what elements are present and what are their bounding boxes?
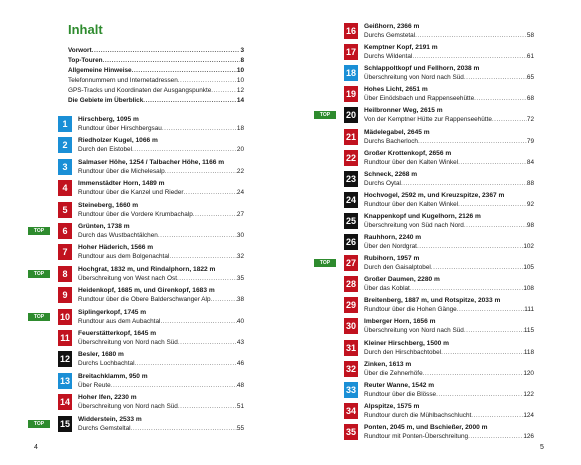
tour-description: Über Einödsbach und Rappenseehütte xyxy=(364,95,475,103)
tour-name: Schlappoltkopf und Fellhorn, 2038 m xyxy=(364,65,480,73)
tour-description: Überschreitung von Nord nach Süd xyxy=(78,403,178,411)
tour-page: 98 xyxy=(526,221,534,229)
tour-page: 84 xyxy=(526,158,534,166)
tour-description: Rundtour über Hirschbergsau xyxy=(78,125,162,132)
tour-entry[interactable] xyxy=(344,339,534,359)
tour-entry[interactable] xyxy=(319,106,534,126)
tour-entry[interactable] xyxy=(344,191,534,211)
tour-description: Durch den Gaisalptobel xyxy=(364,264,431,272)
tour-description: Rundtour aus dem Aubachtal xyxy=(78,317,161,325)
tour-page: 118 xyxy=(523,348,534,356)
tour-description-row xyxy=(364,348,534,357)
tour-page: 24 xyxy=(236,189,244,197)
tour-number: 22 xyxy=(344,150,358,166)
tour-number: 19 xyxy=(344,86,358,102)
tour-description-row xyxy=(364,326,534,335)
tour-description: Überschreitung von Nord nach Süd xyxy=(364,74,464,82)
tour-description-row xyxy=(364,263,534,272)
tour-description-row xyxy=(78,381,244,390)
tour-page: 65 xyxy=(526,74,534,82)
tour-page: 40 xyxy=(236,317,244,325)
tour-number: 27 xyxy=(344,255,358,271)
tour-description: Überschreitung von Nord nach Süd xyxy=(364,327,464,335)
tour-page: 51 xyxy=(236,403,244,411)
tour-description-row xyxy=(364,369,534,378)
toc-page: 10 xyxy=(236,67,244,74)
tour-entry[interactable] xyxy=(58,136,244,156)
tour-description-row xyxy=(78,359,244,368)
tour-description-row xyxy=(364,284,534,293)
tour-page: 58 xyxy=(526,32,534,39)
tour-number: 2 xyxy=(58,137,72,153)
tour-page: 122 xyxy=(523,390,534,398)
tour-name: Mädelegabel, 2645 m xyxy=(364,128,430,136)
tour-name: Riedholzer Kugel, 1066 m xyxy=(78,137,158,145)
tour-name: Hochvogel, 2592 m, und Kreuzspitze, 2367 m xyxy=(364,191,505,199)
tour-number: 12 xyxy=(58,351,72,367)
tour-description-row xyxy=(78,167,244,176)
tour-number: 20 xyxy=(344,107,358,123)
tour-entry[interactable] xyxy=(344,423,534,443)
tour-description: Rundtour über die Hohen Gänge xyxy=(364,306,457,314)
tour-name: Breitenberg, 1887 m, und Rotspitze, 2033 m xyxy=(364,297,501,305)
tour-number: 30 xyxy=(344,318,358,334)
tour-description-row xyxy=(78,295,244,304)
tour-description-row xyxy=(78,338,244,347)
tour-description: Über das Koblat xyxy=(364,285,410,293)
toc-row[interactable] xyxy=(68,76,244,86)
tour-page: 92 xyxy=(526,200,534,208)
tour-page: 32 xyxy=(236,253,244,261)
tour-description: Überschreitung von Süd nach Nord xyxy=(364,221,464,229)
tour-number: 8 xyxy=(58,266,72,282)
tour-number: 6 xyxy=(58,223,72,239)
toc-row[interactable] xyxy=(68,46,244,56)
tour-description: Durchs Bacherloch xyxy=(364,137,418,145)
tour-page: 27 xyxy=(236,210,244,218)
tour-description: Durch das Wustbachtälchen xyxy=(78,232,158,239)
top-tour-badge: TOP xyxy=(28,227,50,235)
tour-page: 22 xyxy=(236,167,244,175)
tour-description-row xyxy=(364,390,534,399)
tour-page: 124 xyxy=(523,411,534,419)
tour-description-row xyxy=(78,210,244,219)
tour-description: Über den Nordgrat xyxy=(364,243,417,250)
tour-name: Grünten, 1738 m xyxy=(78,223,130,230)
tour-number: 21 xyxy=(344,129,358,145)
toc-label: Top-Touren xyxy=(68,57,103,64)
tour-description-row xyxy=(364,242,534,251)
tour-number: 16 xyxy=(344,23,358,39)
tour-entry[interactable] xyxy=(344,360,534,380)
tour-name: Kemptner Kopf, 2191 m xyxy=(364,44,438,52)
tour-number: 29 xyxy=(344,297,358,313)
tour-description-row xyxy=(78,124,244,133)
tour-page: 46 xyxy=(236,360,244,368)
tour-page: 105 xyxy=(523,264,534,272)
tour-name: Heilbronner Weg, 2615 m xyxy=(364,107,443,115)
tour-description: Überschreitung von West nach Ost xyxy=(78,274,177,282)
tour-number: 33 xyxy=(344,382,358,398)
tour-number: 23 xyxy=(344,171,358,187)
tour-description-row xyxy=(78,317,244,326)
tour-entry[interactable] xyxy=(319,254,534,274)
tour-number: 15 xyxy=(58,416,72,432)
top-tour-badge: TOP xyxy=(28,270,50,278)
tour-page: 55 xyxy=(236,424,244,432)
tour-entry[interactable] xyxy=(344,212,534,232)
tour-number: 14 xyxy=(58,394,72,410)
tour-description-row xyxy=(364,137,534,146)
tour-entry[interactable] xyxy=(33,415,244,435)
tour-page: 115 xyxy=(523,327,534,335)
tour-name: Feuerstätterkopf, 1645 m xyxy=(78,330,157,337)
tour-number: 10 xyxy=(58,309,72,325)
toc-page: 8 xyxy=(240,57,244,64)
toc-row[interactable] xyxy=(68,96,244,106)
tour-description-row xyxy=(364,411,534,420)
tour-name: Knappenkopf und Kugelhorn, 2126 m xyxy=(364,212,481,220)
tour-number: 1 xyxy=(58,116,72,132)
toc-label: Telefonnummern und Internetadressen xyxy=(68,77,178,84)
tour-name: Reuter Wanne, 1542 m xyxy=(364,381,435,389)
tour-description: Rundtour mit Ponten-Überschreitung xyxy=(364,432,469,440)
tour-entry[interactable] xyxy=(344,317,534,337)
tour-number: 5 xyxy=(58,202,72,218)
top-tour-badge: TOP xyxy=(28,313,50,321)
tour-page: 68 xyxy=(526,95,534,103)
tour-name: Schneck, 2268 m xyxy=(364,170,418,178)
tour-entry[interactable] xyxy=(344,381,534,401)
tour-entry[interactable] xyxy=(58,179,244,199)
tour-description: Über Reute xyxy=(78,381,111,389)
right-page xyxy=(290,0,581,465)
tour-number: 11 xyxy=(58,330,72,346)
tour-name: Heidenkopf, 1685 m, und Girenkopf, 1683 m xyxy=(78,287,215,295)
tour-description-row xyxy=(78,274,244,283)
tour-page: 61 xyxy=(526,53,534,61)
tour-name: Besler, 1680 m xyxy=(78,351,124,359)
tour-page: 43 xyxy=(236,339,244,346)
tour-description: Rundtour über den Kalten Winkel xyxy=(364,158,459,166)
toc-page: 12 xyxy=(236,87,244,94)
tour-description: Durchs Gemsteltal xyxy=(78,424,131,432)
tour-description-row xyxy=(78,252,244,261)
tour-entry[interactable] xyxy=(58,286,244,306)
tour-number: 7 xyxy=(58,244,72,260)
tour-description: Rundtour über die Blösse xyxy=(364,390,437,398)
tour-name: Rubihorn, 1957 m xyxy=(364,255,420,263)
tour-page: 79 xyxy=(526,137,534,145)
tour-number: 17 xyxy=(344,44,358,60)
tour-number: 26 xyxy=(344,234,358,250)
tour-description-row xyxy=(364,31,534,40)
tour-entry[interactable] xyxy=(344,275,534,295)
tour-page: 18 xyxy=(236,125,244,132)
page-title: Inhalt xyxy=(68,22,103,37)
tour-name: Hoher Häderich, 1566 m xyxy=(78,244,154,252)
tour-description: Über die Zehnerhöfe xyxy=(364,369,423,377)
tour-page: 20 xyxy=(236,146,244,154)
page-number-right: 5 xyxy=(540,444,544,451)
tour-entry[interactable] xyxy=(344,402,534,422)
tour-entry[interactable] xyxy=(58,393,244,413)
tour-entry[interactable] xyxy=(58,201,244,221)
top-tour-badge: TOP xyxy=(314,111,336,119)
tour-number: 13 xyxy=(58,373,72,389)
tour-description-row xyxy=(364,73,534,82)
toc-general xyxy=(68,46,244,106)
tour-entry[interactable] xyxy=(33,265,244,285)
tour-description: Von der Kemptner Hütte zur Rappenseehütte xyxy=(364,116,492,124)
tour-number: 25 xyxy=(344,213,358,229)
tour-page: 120 xyxy=(523,369,534,377)
toc-label: GPS-Tracks und Koordinaten der Ausgangspunkte xyxy=(68,87,212,94)
tour-page: 108 xyxy=(523,285,534,293)
tour-name: Salmaser Höhe, 1254 / Talbacher Höhe, 1166 m xyxy=(78,158,225,166)
top-tour-badge: TOP xyxy=(28,420,50,428)
tour-name: Zinken, 1613 m xyxy=(364,360,412,368)
tour-description-row xyxy=(364,200,534,209)
left-page xyxy=(0,0,290,465)
tour-description-row xyxy=(364,158,534,167)
toc-page: 10 xyxy=(236,77,244,84)
toc-page: 14 xyxy=(236,97,244,104)
tour-description: Rundtour aus dem Bolgenachtal xyxy=(78,253,170,261)
tour-name: Breitachklamm, 950 m xyxy=(78,372,148,380)
tour-name: Siplingerkopf, 1745 m xyxy=(78,308,147,316)
top-tour-badge: TOP xyxy=(314,259,336,267)
tour-name: Steineberg, 1660 m xyxy=(78,201,139,209)
tour-description: Durchs Oytal xyxy=(364,179,401,187)
tour-number: 4 xyxy=(58,180,72,196)
toc-row[interactable] xyxy=(68,86,244,96)
tour-entry[interactable] xyxy=(58,329,244,349)
tour-page: 102 xyxy=(523,243,534,250)
tour-description: Rundtour über den Kalten Winkel xyxy=(364,200,459,208)
tour-entry[interactable] xyxy=(58,350,244,370)
tour-entry[interactable] xyxy=(344,149,534,169)
tour-entry[interactable] xyxy=(344,43,534,63)
tour-page: 72 xyxy=(526,116,534,124)
tour-description-row xyxy=(78,145,244,154)
tour-entry[interactable] xyxy=(344,22,534,42)
tour-description-row xyxy=(364,52,534,61)
tour-number: 24 xyxy=(344,192,358,208)
tour-description: Durchs Lochbachtal xyxy=(78,360,135,368)
tour-entry[interactable] xyxy=(344,170,534,190)
tour-name: Hochgrat, 1832 m, und Rindalphorn, 1822 m xyxy=(78,265,216,273)
tour-description-row xyxy=(78,424,244,433)
tour-description-row xyxy=(364,305,534,314)
tour-page: 88 xyxy=(526,179,534,187)
tour-entry[interactable] xyxy=(344,296,534,316)
toc-page: 3 xyxy=(240,47,244,54)
tour-page: 38 xyxy=(236,296,244,304)
toc-row[interactable] xyxy=(68,66,244,76)
tour-number: 31 xyxy=(344,340,358,356)
tour-entry[interactable] xyxy=(58,115,244,135)
toc-label: Die Gebiete im Überblick xyxy=(68,97,144,104)
tour-description: Durch den Eistobel xyxy=(78,146,132,154)
tour-number: 35 xyxy=(344,424,358,440)
tour-name: Hohes Licht, 2651 m xyxy=(364,86,428,94)
tour-page: 30 xyxy=(236,232,244,239)
tour-description: Überschreitung von Nord nach Süd xyxy=(78,339,178,346)
toc-label: Vorwort xyxy=(68,47,92,54)
tour-description-row xyxy=(78,231,244,240)
tour-description: Rundtour über die Kanzel und Rieder xyxy=(78,189,184,197)
tour-name: Hoher Ifen, 2230 m xyxy=(78,394,137,402)
tour-description-row xyxy=(364,179,534,188)
tour-number: 3 xyxy=(58,159,72,175)
tour-description: Durchs Wildental xyxy=(364,53,413,61)
tour-description-row xyxy=(364,221,534,230)
tour-number: 28 xyxy=(344,276,358,292)
toc-row[interactable] xyxy=(68,56,244,66)
tour-name: Immenstädter Horn, 1489 m xyxy=(78,180,165,188)
tour-entry[interactable] xyxy=(344,128,534,148)
tour-description-row xyxy=(364,432,534,441)
tour-description-row xyxy=(364,115,534,124)
tour-entry[interactable] xyxy=(33,222,244,242)
tour-description: Rundtour über die Michelesalp xyxy=(78,167,165,175)
tour-entry[interactable] xyxy=(58,372,244,392)
tour-description-row xyxy=(364,94,534,103)
tour-description: Rundtour über die Vordere Krumbachalp xyxy=(78,210,193,218)
tour-number: 18 xyxy=(344,65,358,81)
tour-description-row xyxy=(78,402,244,411)
tour-entry[interactable] xyxy=(344,233,534,253)
tour-entry[interactable] xyxy=(344,64,534,84)
tour-page: 48 xyxy=(236,381,244,389)
tour-description: Rundtour durch die Mühlbachschlucht xyxy=(364,411,472,419)
tour-description-row xyxy=(78,188,244,197)
toc-label: Allgemeine Hinweise xyxy=(68,67,132,74)
tour-name: Kleiner Hirschberg, 1500 m xyxy=(364,339,450,347)
tour-page: 111 xyxy=(524,306,534,314)
tour-name: Widderstein, 2533 m xyxy=(78,415,142,423)
tour-description: Rundtour über die Obere Balderschwanger Alp xyxy=(78,296,211,304)
tour-name: Imberger Horn, 1656 m xyxy=(364,318,436,326)
tour-page: 126 xyxy=(523,432,534,440)
tour-name: Ponten, 2045 m, und Bschießer, 2000 m xyxy=(364,423,488,431)
tour-number: 32 xyxy=(344,361,358,377)
tour-entry[interactable] xyxy=(33,308,244,328)
tour-entry[interactable] xyxy=(58,243,244,263)
tour-description: Durchs Gemstetal xyxy=(364,32,416,39)
tour-name: Großer Daumen, 2280 m xyxy=(364,276,440,284)
tour-number: 9 xyxy=(58,287,72,303)
tour-entry[interactable] xyxy=(58,158,244,178)
tour-number: 34 xyxy=(344,403,358,419)
tour-name: Großer Krottenkopf, 2656 m xyxy=(364,149,452,157)
tour-name: Geißhorn, 2366 m xyxy=(364,23,420,30)
tour-name: Alpspitze, 1575 m xyxy=(364,402,420,410)
tour-description: Durch den Hirschbachtobel xyxy=(364,348,442,356)
page-number-left: 4 xyxy=(34,444,38,451)
tour-page: 35 xyxy=(236,274,244,282)
tour-name: Hirschberg, 1095 m xyxy=(78,116,139,123)
tour-entry[interactable] xyxy=(344,85,534,105)
tour-name: Rauhhorn, 2240 m xyxy=(364,234,422,241)
